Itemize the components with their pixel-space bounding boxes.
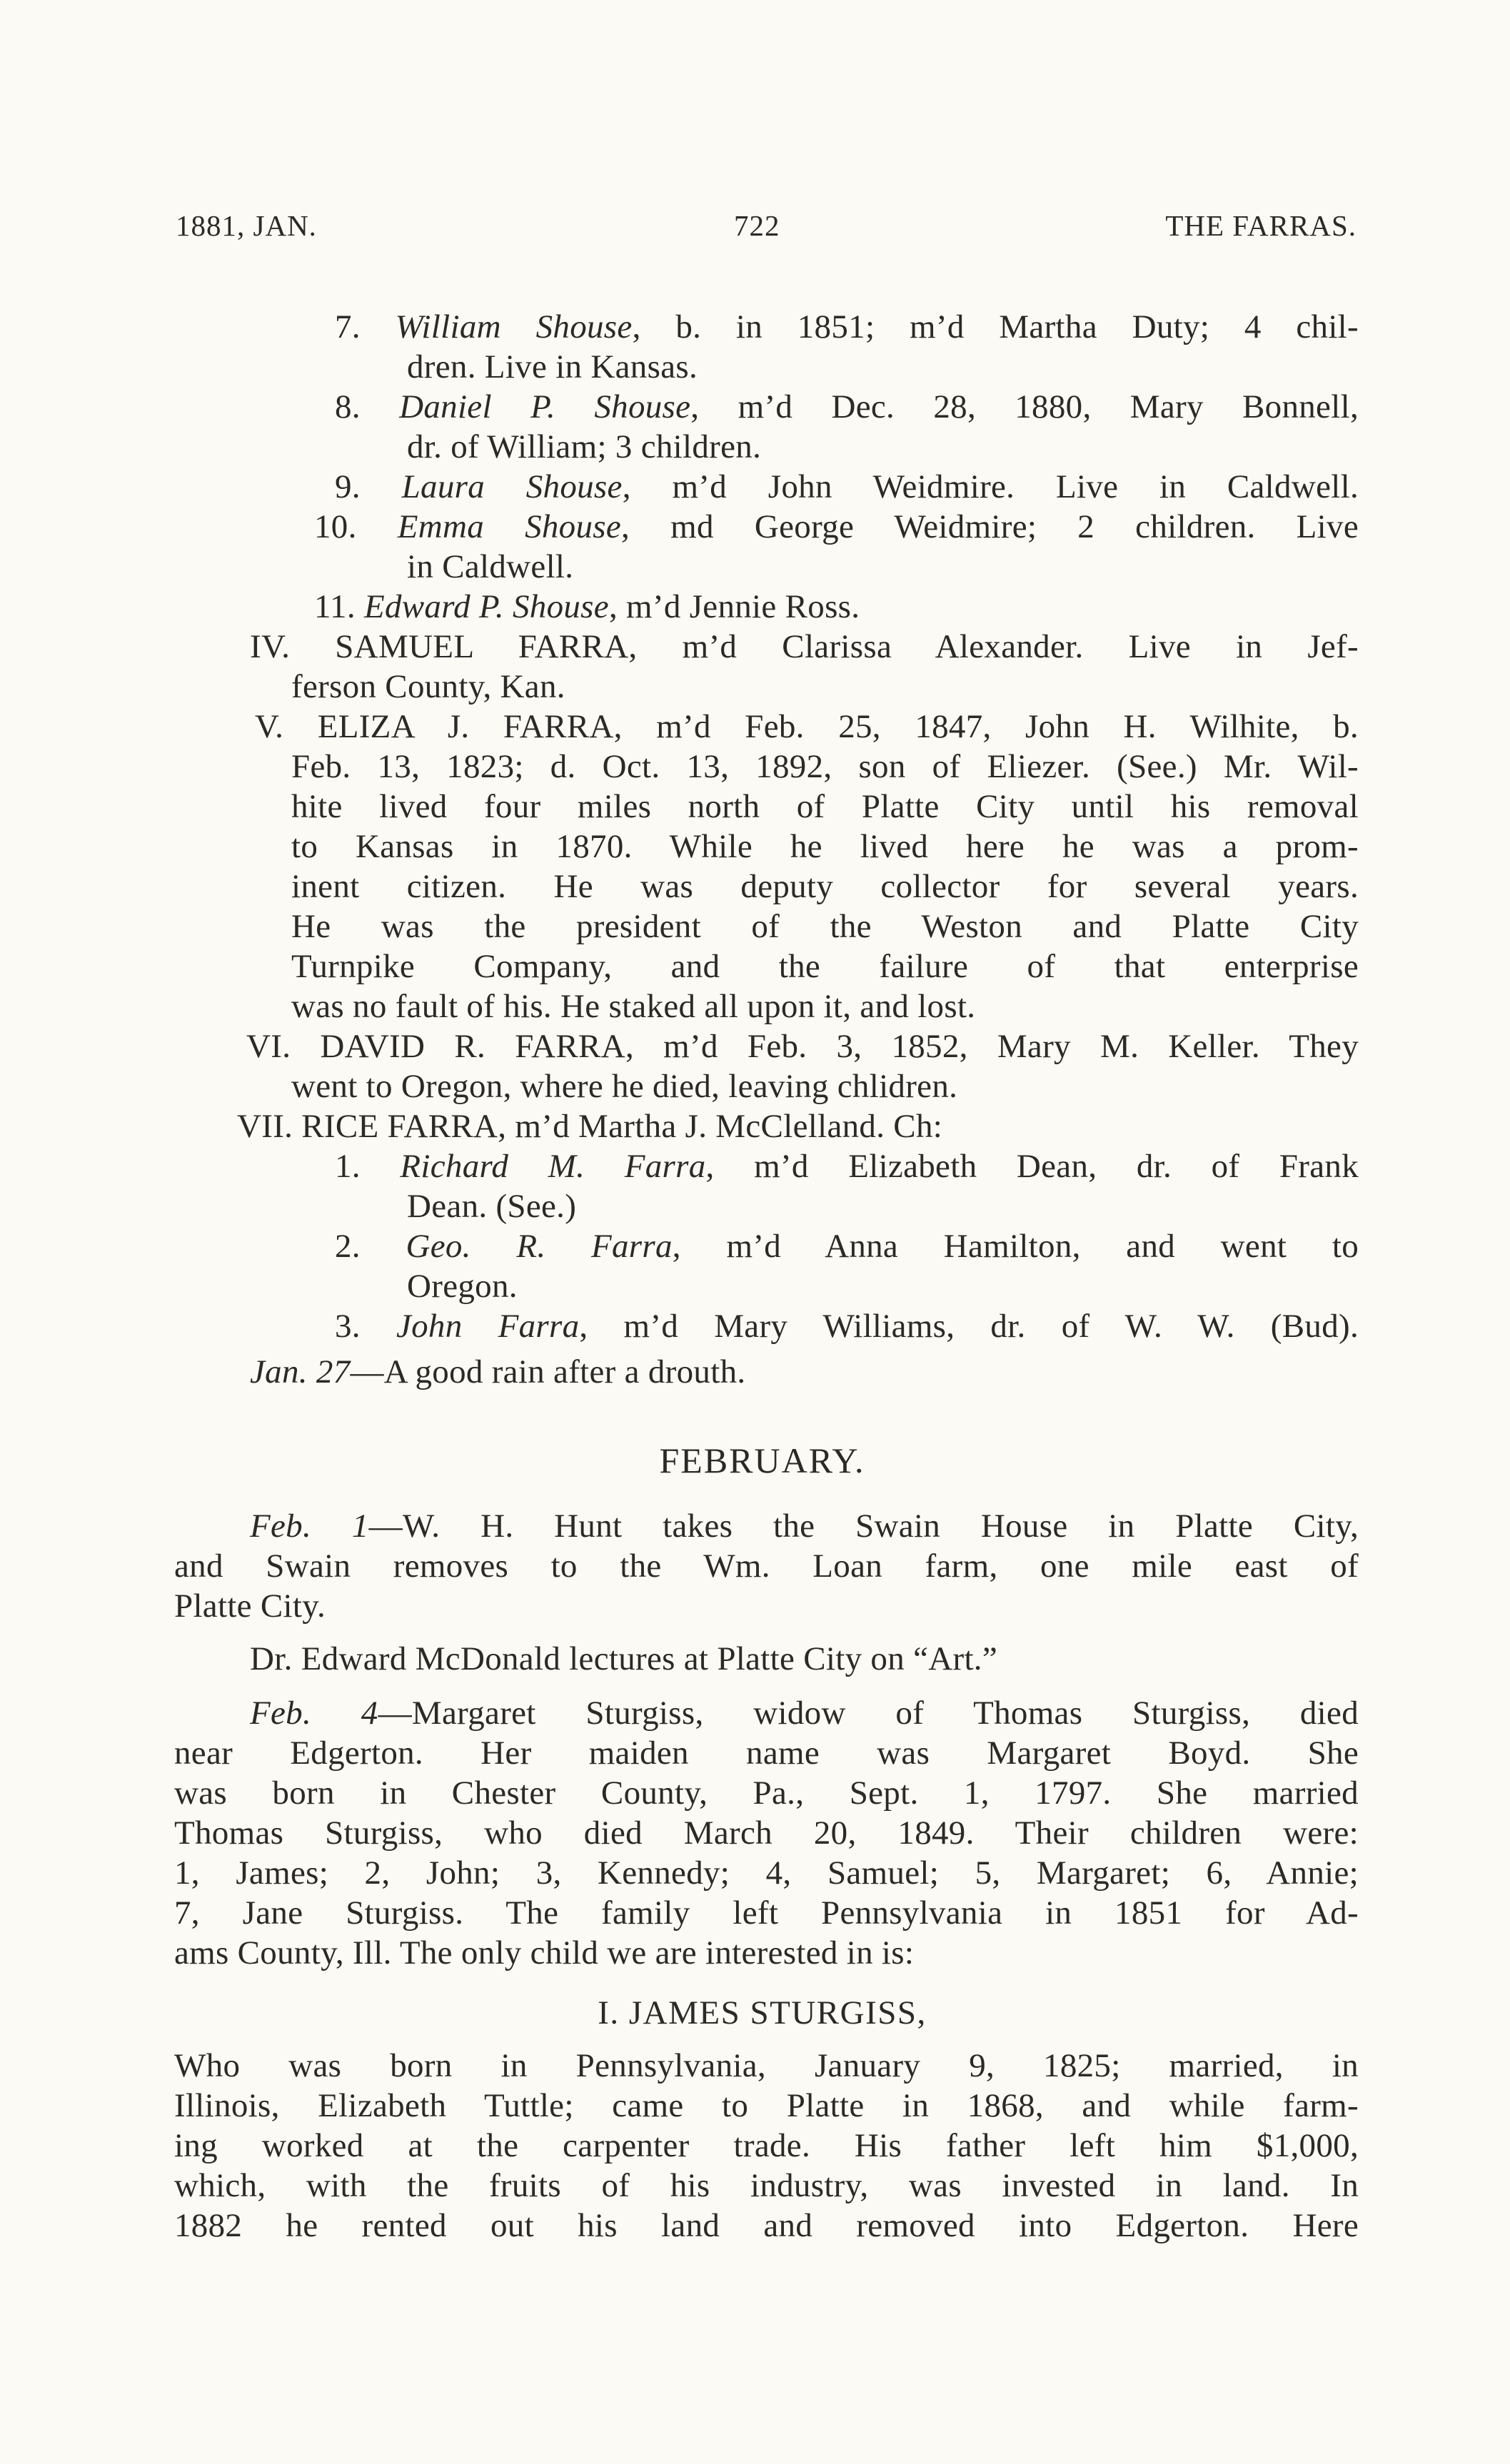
italic-run: Daniel P. Shouse	[399, 388, 691, 425]
text-run: and Swain removes to the Wm. Loan farm, one mile east of	[174, 1547, 1359, 1585]
entry-line	[174, 1586, 326, 1626]
text-run: , m’d Jennie Ross.	[608, 588, 860, 625]
text-run: ing worked at the carpenter trade. His father left him $1,000,	[174, 2127, 1359, 2164]
entry-line	[174, 1546, 1359, 1586]
text-run: 8.	[335, 388, 400, 425]
entry-line	[250, 1352, 745, 1392]
italic-run: William Shouse	[395, 308, 633, 345]
text-run: Feb. 13, 1823; d. Oct. 13, 1892, son of Eliezer. (See.) Mr. Wil-	[291, 748, 1359, 785]
text-run: , md George Weidmire; 2 children. Live	[621, 508, 1359, 545]
entry-line	[291, 867, 1359, 907]
text-run: 7, Jane Sturgiss. The family left Pennsylvania in 1851 for Ad-	[174, 1894, 1359, 1932]
text-run: Platte City.	[174, 1587, 326, 1625]
entry-line	[174, 2206, 1359, 2246]
entry-line	[291, 907, 1359, 946]
running-head-title: THE FARRAS.	[1165, 209, 1357, 242]
entry-line	[174, 2046, 1359, 2086]
text-run: He was the president of the Weston and Platte City	[291, 908, 1359, 945]
text-run: ams County, Ill. The only child we are interested in is:	[174, 1934, 915, 1971]
text-run: 2.	[335, 1228, 406, 1265]
entry-line	[335, 467, 1359, 507]
subsection-heading	[0, 1993, 1510, 2033]
entry-line	[407, 347, 698, 387]
entry-line	[291, 946, 1359, 986]
text-run: ferson County, Kan.	[291, 668, 565, 705]
entry-line	[335, 307, 1359, 347]
text-run: —Margaret Sturgiss, widow of Thomas Sturgiss, died	[378, 1695, 1359, 1732]
running-head-date: 1881, JAN.	[176, 209, 317, 242]
text-run: Illinois, Elizabeth Tuttle; came to Platte in 1868, and while farm-	[174, 2087, 1359, 2124]
entry-line	[314, 507, 1359, 547]
text-run: —W. H. Hunt takes the Swain House in Platte City,	[368, 1508, 1359, 1545]
entry-line	[250, 627, 1359, 667]
text-run: Oregon.	[407, 1268, 518, 1305]
text-run: Dean. (See.)	[407, 1188, 577, 1225]
text-run: 7.	[335, 308, 396, 345]
text-run: to Kansas in 1870. While he lived here he was a prom-	[291, 828, 1359, 865]
entry-line	[174, 2166, 1359, 2206]
entry-line	[291, 747, 1359, 787]
entry-line	[250, 1639, 997, 1679]
italic-run: Edward P. Shouse	[363, 588, 609, 625]
entry-line	[407, 427, 761, 467]
italic-run: Geo. R. Farra	[406, 1228, 673, 1265]
text-run: Dr. Edward McDonald lectures at Platte City on “Art.”	[250, 1640, 998, 1677]
entry-line	[237, 1106, 942, 1146]
text-run: , m’d Dec. 28, 1880, Mary Bonnell,	[690, 388, 1359, 425]
entry-line	[407, 1186, 576, 1226]
text-run: was no fault of his. He staked all upon it, and lost.	[291, 988, 976, 1025]
text-run: inent citizen. He was deputy collector for several years.	[291, 868, 1359, 905]
entry-line	[255, 707, 1359, 747]
text-run: , m’d Mary Williams, dr. of W. W. (Bud).	[579, 1308, 1359, 1345]
italic-run: John Farra	[396, 1308, 580, 1345]
italic-run: Feb. 1	[250, 1508, 369, 1545]
text-run: was born in Chester County, Pa., Sept. 1, 1797. She married	[174, 1774, 1359, 1812]
text-run: dr. of William; 3 children.	[407, 428, 762, 465]
text-run: 1, James; 2, John; 3, Kennedy; 4, Samuel; 5, Margaret; 6, Annie;	[174, 1854, 1359, 1892]
text-run: —A good rain after a drouth.	[350, 1353, 746, 1390]
entry-line	[314, 587, 860, 627]
text-run: 3.	[335, 1308, 396, 1345]
entry-line	[407, 1266, 518, 1306]
text-run: , m’d Anna Hamilton, and went to	[672, 1228, 1359, 1265]
text-run: 9.	[335, 468, 402, 505]
entry-line	[174, 1853, 1359, 1893]
text-run: which, with the fruits of his industry, was invested in land. In	[174, 2167, 1359, 2204]
text-run: , m’d Elizabeth Dean, dr. of Frank	[705, 1148, 1359, 1185]
text-run: VI. DAVID R. FARRA, m’d Feb. 3, 1852, Mary M. Keller. They	[246, 1028, 1359, 1065]
text-run: , m’d John Weidmire. Live in Caldwell.	[622, 468, 1359, 505]
entry-line	[335, 387, 1359, 427]
entry-line	[174, 2126, 1359, 2166]
entry-line	[174, 1813, 1359, 1853]
entry-line	[335, 1146, 1359, 1186]
text-run: hite lived four miles north of Platte City until his removal	[291, 788, 1359, 825]
entry-line	[246, 1026, 1359, 1066]
italic-run: Jan. 27	[250, 1353, 351, 1390]
italic-run: Richard M. Farra	[400, 1148, 706, 1185]
entry-line	[174, 1893, 1359, 1933]
text-run: IV. SAMUEL FARRA, m’d Clarissa Alexander. Live in Jef-	[250, 628, 1359, 665]
entry-line	[174, 2086, 1359, 2126]
section-heading	[0, 1440, 1510, 1480]
text-run: , b. in 1851; m’d Martha Duty; 4 chil-	[632, 308, 1359, 345]
text-run: 1.	[335, 1148, 401, 1185]
entry-line	[250, 1506, 1359, 1546]
italic-run: Laura Shouse	[401, 468, 623, 505]
text-run: Thomas Sturgiss, who died March 20, 1849. Their children were:	[174, 1814, 1359, 1852]
entry-line	[291, 1066, 957, 1106]
entry-line	[335, 1306, 1359, 1346]
text-run: 10.	[314, 508, 398, 545]
italic-run: Emma Shouse	[397, 508, 622, 545]
entry-line	[174, 1733, 1359, 1773]
entry-line	[174, 1773, 1359, 1813]
entry-line	[407, 547, 573, 587]
text-run: Turnpike Company, and the failure of that enterprise	[291, 948, 1359, 985]
entry-line	[335, 1226, 1359, 1266]
text-run: I. JAMES STURGISS,	[598, 1994, 927, 2031]
text-run: 11.	[314, 588, 364, 625]
text-run: went to Oregon, where he died, leaving chlidren.	[291, 1068, 958, 1105]
italic-run: Feb. 4	[250, 1695, 378, 1732]
entry-line	[291, 827, 1359, 867]
text-run: Who was born in Pennsylvania, January 9, 1825; married, in	[174, 2047, 1359, 2084]
entry-line	[291, 667, 565, 707]
text-run: V. ELIZA J. FARRA, m’d Feb. 25, 1847, John H. Wilhite, b.	[255, 708, 1359, 745]
entry-line	[291, 986, 975, 1026]
text-run: VII. RICE FARRA, m’d Martha J. McClelland. Ch:	[237, 1108, 943, 1145]
text-run: in Caldwell.	[407, 548, 574, 585]
entry-line	[174, 1933, 914, 1973]
page-number: 722	[734, 209, 780, 242]
entry-line	[291, 787, 1359, 827]
text-run: FEBRUARY.	[659, 1440, 865, 1480]
text-run: dren. Live in Kansas.	[407, 348, 698, 385]
text-run: near Edgerton. Her maiden name was Margaret Boyd. She	[174, 1735, 1359, 1772]
entry-line	[250, 1693, 1359, 1733]
text-run: 1882 he rented out his land and removed into Edgerton. Here	[174, 2207, 1359, 2244]
